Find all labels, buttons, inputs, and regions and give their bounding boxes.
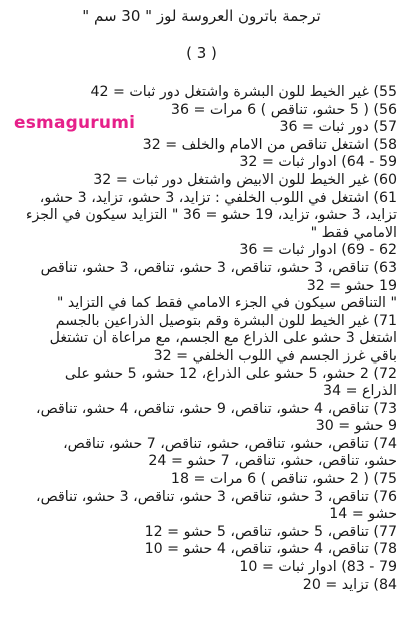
instruction-line: 73) تناقص، 4 حشو، تناقص، 9 حشو، تناقص، 4 حشو، تناقص،: [35, 400, 397, 417]
instruction-line: حشو، تناقص، حشو، تناقص، 7 حشو = 24: [148, 453, 397, 470]
instruction-line: 55) غير الخيط للون البشرة واشتغل دور ثبات = 42: [90, 84, 397, 100]
instruction-line: 74) تناقص، حشو، تناقص، حشو، تناقص، 7 حشو، تناقص،: [63, 435, 397, 452]
instruction-line: باقي غرز الجسم في اللوب الخلفي = 32: [153, 347, 397, 364]
instruction-line: 79 - 83) ادوار ثبات = 10: [239, 559, 397, 576]
instruction-line: حشو = 14: [329, 506, 397, 523]
instruction-line: تزايد، 3 حشو، تزايد، 19 حشو = 36 " التزايد سيكون في الجزء: [25, 207, 397, 224]
instruction-line: 84) تزايد = 20: [302, 576, 397, 593]
page-title: ترجمة باترون العروسة لوز " 30 سم ": [82, 7, 321, 25]
instruction-line: 58) اشتغل تناقص من الامام والخلف = 32: [142, 136, 397, 153]
instruction-line: 75) ( 2 حشو، تناقص ) 6 مرات = 18: [170, 471, 397, 488]
instruction-line: الذراع = 34: [323, 383, 397, 400]
instruction-line: 63) تناقص، 3 حشو، تناقص، 3 حشو، تناقص، 3 حشو، تناقص: [40, 259, 397, 276]
instruction-line: 78) تناقص، 4 حشو، تناقص، 4 حشو = 10: [144, 541, 397, 558]
instruction-line: 77) تناقص، 5 حشو، تناقص، 5 حشو = 12: [144, 523, 397, 540]
instruction-line: 56) ( 5 حشو، تناقص ) 6 مرات = 36: [170, 101, 397, 118]
instruction-line: 71) غير الخيط للون البشرة وقم بتوصيل الذراعين بالجسم: [55, 312, 397, 329]
instruction-line: 60) غير الخيط للون الابيض واشتغل دور ثبات = 32: [93, 171, 397, 188]
instruction-line: 57) دور ثبات = 36: [279, 119, 397, 136]
instruction-line: 62 - 69) ادوار ثبات = 36: [239, 242, 397, 259]
part-number: ( 3 ): [186, 44, 217, 62]
watermark-logo: esmagurumi: [14, 113, 136, 133]
instruction-line: اشتغل 3 حشو على الذراع مع الجسم، مع مراعاة أن تشتغل: [49, 330, 397, 347]
instruction-line: 72) 2 حشو، 5 حشو على الذراع، 12 حشو، 5 حشو على: [64, 365, 397, 382]
instruction-line: 9 حشو = 30: [315, 418, 397, 435]
instruction-line: 19 حشو = 32: [306, 277, 397, 294]
instruction-line: الامامي فقط ": [310, 224, 397, 241]
pattern-instructions: [6, 84, 397, 594]
instruction-line: " التناقص سيكون في الجزء الامامي فقط كما في التزايد ": [56, 295, 397, 312]
instruction-line: 59 - 64) ادوار ثبات = 32: [239, 154, 397, 171]
instruction-line: 61) اشتغل في اللوب الخلفي : تزايد، 3 حشو، تزايد، 3 حشو،: [39, 189, 397, 206]
instruction-line: 76) تناقص، 3 حشو، تناقص، 3 حشو، تناقص، 3 حشو، تناقص،: [35, 488, 397, 505]
